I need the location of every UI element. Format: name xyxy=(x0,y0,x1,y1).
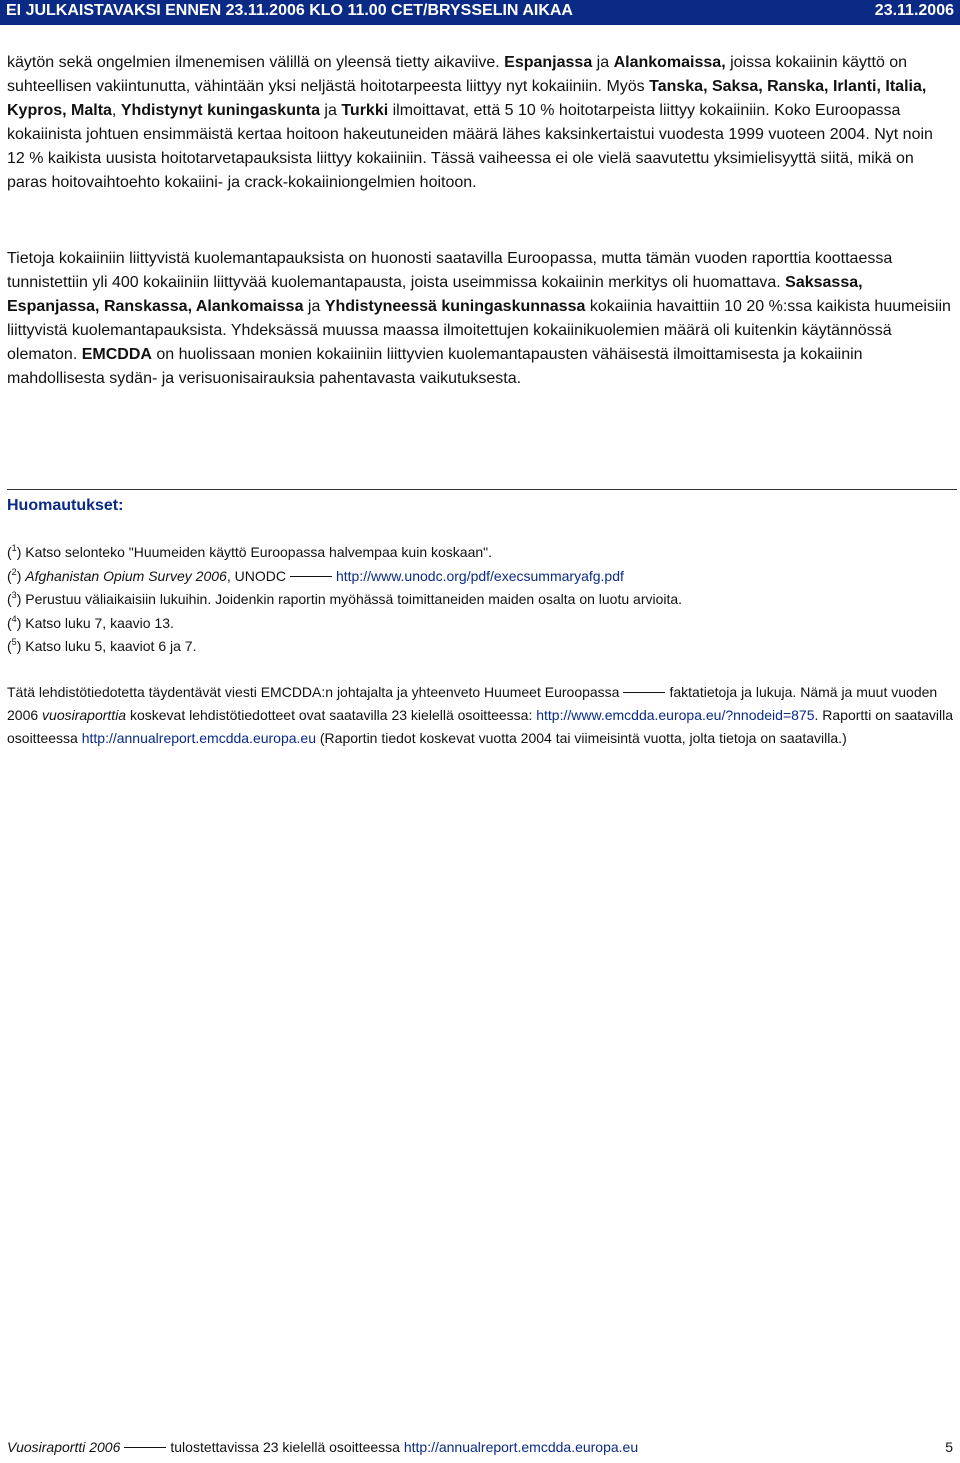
page-footer: Vuosiraportti 2006 tulostettavissa 23 kielellä osoitteessa http://annualreport.emcdda.europa.eu xyxy=(7,1439,639,1455)
body-paragraph-2: Tietoja kokaiiniin liittyvistä kuolemantapauksista on huonosti saatavilla Euroopassa, mutta tämän vuoden raporttia koottaessa tunnistettiin yli 400 kokaiiniin liittyvää kuolemantapausta, joista useimmissa kokaiinin merkitys oli huomattava. Saksassa, Espanjassa, Ranskassa, Alankomaissa ja Yhdistyneessä kuningaskunnassa kokaiinia havaittiin 10 20 %:ssa kaikista huumeisiin liittyvistä kuolemantapauksista. Yhdeksässä muussa maassa ilmoitettujen kokaiinikuolemien määrä oli kuitenkin käytännössä olematon. EMCDDA on huolissaan monien kokaiiniin liittyvien kuolemantapausten vähäisestä ilmoittamisesta ja kokaiinin mahdollisesta sydän- ja verisuonisairauksia pahentavasta vaikutuksesta. xyxy=(7,250,951,387)
section-divider xyxy=(7,489,957,490)
footnote-2: ($^2$) Afghanistan Opium Survey 2006, UNODC http://www.unodc.org/pdf/execsummaryafg.pdf xyxy=(7,566,624,584)
footnotes-list xyxy=(7,541,955,659)
footnote-5: ($^5$) Katso luku 5, kaaviot 6 ja 7. xyxy=(7,637,197,654)
header-date: 23.11.2006 xyxy=(874,2,954,19)
annual-report-link[interactable]: http://annualreport.emcdda.europa.eu xyxy=(81,730,316,746)
unodc-link[interactable]: http://www.unodc.org/pdf/execsummaryafg.pdf xyxy=(335,567,624,584)
emcdda-link[interactable]: http://www.emcdda.europa.eu/?nnodeid=875 xyxy=(536,707,815,723)
embargo-header-bar xyxy=(0,0,960,25)
embargo-notice: EI JULKAISTAVAKSI ENNEN 23.11.2006 KLO 11.00 CET/BRYSSELIN AIKAA xyxy=(6,2,573,19)
footnote-3: ($^3$) Perustuu väliaikaisiin lukuihin. Joidenkin raportin myöhässä toimittaneiden maiden osalta on luotu arvioita. xyxy=(7,590,683,607)
body-paragraph-1: käytön sekä ongelmien ilmenemisen välillä on yleensä tietty aikaviive. Espanjassa ja Alankomaissa, joissa kokaiinin käyttö on suhteellisen vakiintunutta, vähintään yksi neljästä hoitotarpeesta liittyy nyt kokaiiniin. Myös Tanska, Saksa, Ranska, Irlanti, Italia, Kypros, Malta, Yhdistynyt kuningaskunta ja Turkki ilmoittavat, että 5 10 % hoitotarpeista liittyy kokaiiniin. Koko Euroopassa kokaiinista johtuen ensimmäistä kertaa hoitoon hakeutuneiden määrä lähes kaksinkertaistui vuodesta 1999 vuoteen 2004. Nyt noin 12 % kaikista uusista hoitotarvetapauksista liittyy kokaiiniin. Tässä vaiheessa ei ole vielä saavutettu yksimielisyyttä siitä, mikä on paras hoitovaihtoehto kokaiini- ja crack-kokaiiniongelmien hoitoon. xyxy=(7,54,933,191)
footer-link[interactable]: http://annualreport.emcdda.europa.eu xyxy=(403,1439,639,1455)
em-dash xyxy=(623,692,665,693)
em-dash xyxy=(290,576,332,577)
page-number: 5 xyxy=(945,1439,953,1455)
em-dash xyxy=(124,1447,166,1448)
notes-heading: Huomautukset: xyxy=(7,497,124,514)
footnote-1: ($^1$) Katso selonteko "Huumeiden käyttö Euroopassa halvempaa kuin koskaan". xyxy=(7,543,493,560)
footnote-4: ($^4$) Katso luku 7, kaavio 13. xyxy=(7,613,174,631)
press-info-paragraph: Tätä lehdistötiedotetta täydentävät viesti EMCDDA:n johtajalta ja yhteenveto Huumeet Euroopassa faktatietoja ja lukuja. Nämä ja muut vuoden 2006 vuosiraporttia koskevat lehdistötiedotteet ovat saatavilla 23 kielellä osoitteessa: http://www.emcdda.europa.eu/?nnodeid=875. Raportti on saatavilla osoitteessa http://annualreport.emcdda.europa.eu (Raportin tiedot koskevat vuotta 2004 tai viimeisintä vuotta, jolta tietoja on saatavilla.) xyxy=(7,684,954,746)
